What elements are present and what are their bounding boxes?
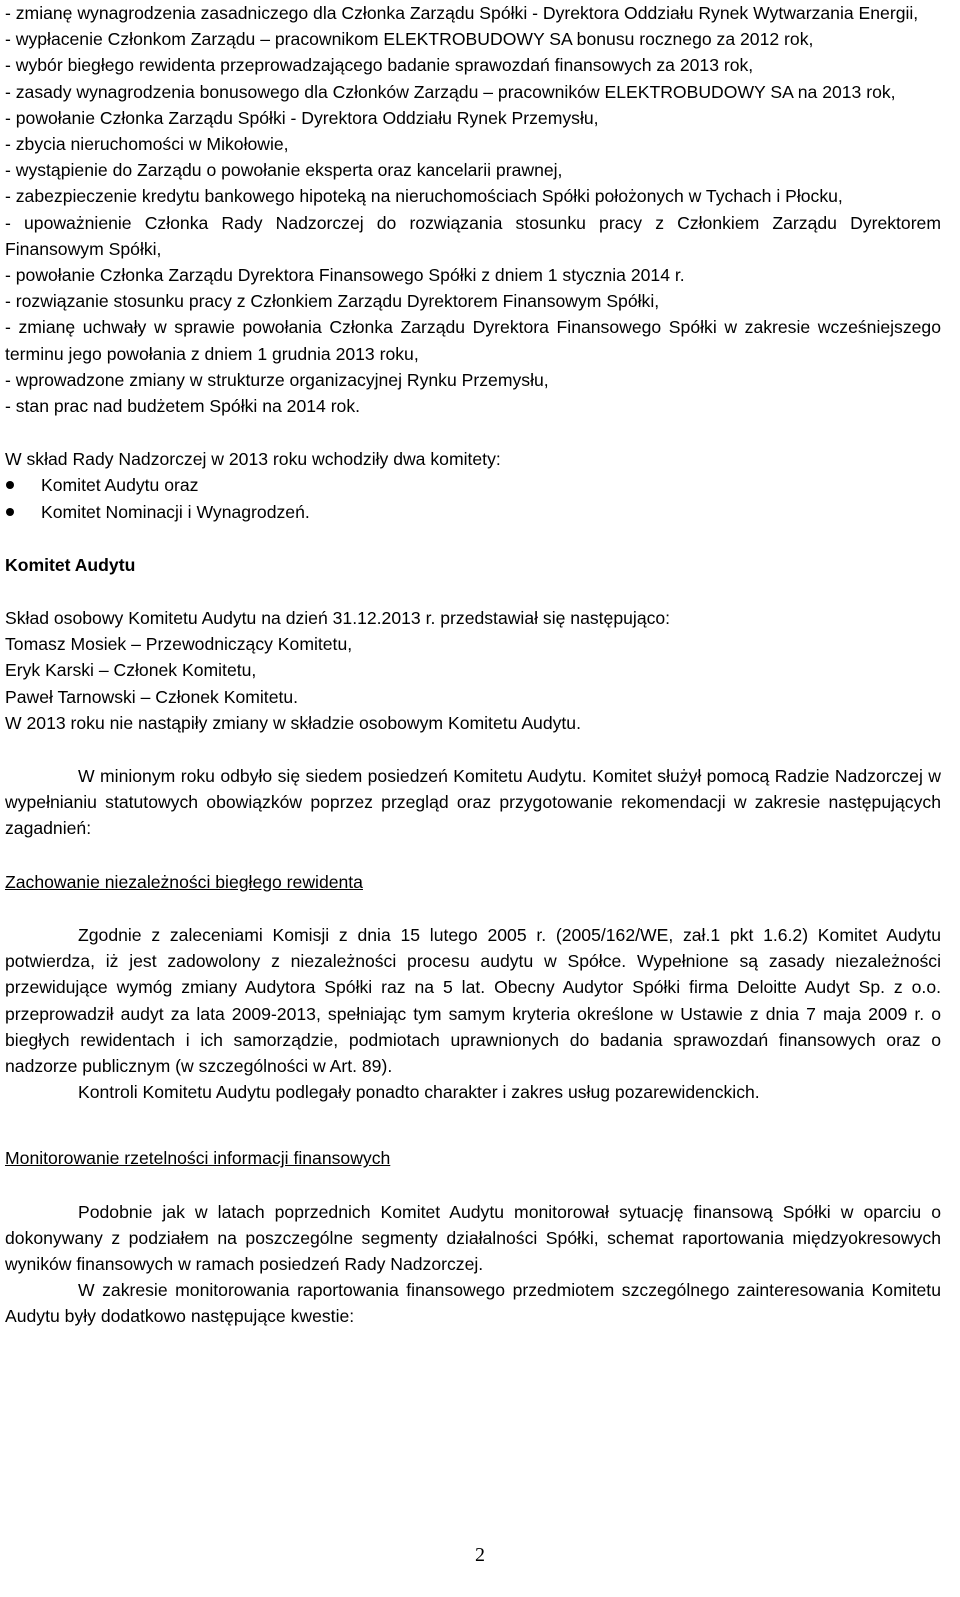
committee-label: Komitet Nominacji i Wynagrodzeń. bbox=[41, 501, 310, 522]
committee-item bbox=[5, 472, 941, 498]
page-number: 2 bbox=[475, 1544, 485, 1566]
resolution-item: - wypłacenie Członkom Zarządu – pracownikom ELEKTROBUDOWY SA bonusu rocznego za 2012 rok, bbox=[5, 29, 814, 50]
resolutions-list bbox=[5, 0, 941, 419]
bullet-icon bbox=[6, 508, 14, 516]
committee-member: Tomasz Mosiek – Przewodniczący Komitetu, bbox=[5, 634, 353, 655]
committees-intro: W skład Rady Nadzorczej w 2013 roku wchodziły dwa komitety: bbox=[5, 449, 501, 470]
monitoring-paragraph: Podobnie jak w latach poprzednich Komitet Audytu monitorował sytuację finansową Spółki w oparciu o dokonywany z podziałem na poszczególne segmenty działalności Spółki, schemat raportowania międzyokresowych wyników finansowych w ramach posiedzeń Rady Nadzorczej. bbox=[5, 1201, 941, 1274]
monitoring-section bbox=[5, 1199, 941, 1330]
committee-item bbox=[5, 499, 941, 525]
committee-member: Eryk Karski – Członek Komitetu, bbox=[5, 660, 257, 681]
resolution-item: - zmianę wynagrodzenia zasadniczego dla Członka Zarządu Spółki - Dyrektora Oddziału Rynek Wytwarzania Energii, bbox=[5, 3, 919, 23]
resolution-item: - zabezpieczenie kredytu bankowego hipoteką na nieruchomościach Spółki położonych w Tychach i Płocku, bbox=[5, 186, 843, 207]
committee-composition bbox=[5, 605, 941, 736]
independence-heading: Zachowanie niezależności biegłego rewidenta bbox=[5, 871, 363, 892]
resolution-item: - wprowadzone zmiany w strukturze organizacyjnej Rynku Przemysłu, bbox=[5, 369, 549, 390]
resolution-item: - powołanie Członka Zarządu Spółki - Dyrektora Oddziału Rynek Przemysłu, bbox=[5, 107, 599, 128]
independence-paragraph: Zgodnie z zaleceniami Komisji z dnia 15 lutego 2005 r. (2005/162/WE, zał.1 pkt 1.6.2) Komitet Audytu potwierdza, iż jest zadowolony z niezależności procesu audytu w Spółce. Wypełnione są zasady niezależności przewidujące wymóg zmiany Audytora Spółki raz na 5 lat. Obecny Audytor Spółki firma Deloitte Audyt Sp. z o.o. przeprowadził audyt za lata 2009-2013, spełniając tym samym kryteria określone w Ustawie z dnia 7 maja 2009 r. o biegłych rewidentach i ich samorządzie, podmiotach uprawnionych do badania sprawozdań finansowych oraz o nadzorze publicznym (w szczególności w Art. 89). bbox=[5, 924, 941, 1076]
bullet-icon bbox=[6, 481, 14, 489]
resolution-item: - zasady wynagrodzenia bonusowego dla Członków Zarządu – pracowników ELEKTROBUDOWY SA na 2013 rok, bbox=[5, 81, 896, 102]
resolution-item: - zmianę uchwały w sprawie powołania Członka Zarządu Dyrektora Finansowego Spółki w zakresie wcześniejszego terminu jego powołania z dniem 1 grudnia 2013 roku, bbox=[5, 317, 941, 364]
committees-list bbox=[5, 472, 941, 524]
independence-section bbox=[5, 922, 941, 1105]
audit-committee-heading: Komitet Audytu bbox=[5, 554, 136, 575]
resolution-item: - upoważnienie Członka Rady Nadzorczej do rozwiązania stosunku pracy z Członkiem Zarządu Dyrektorem Finansowym Spółki, bbox=[5, 212, 941, 259]
composition-note: W 2013 roku nie nastąpiły zmiany w składzie osobowym Komitetu Audytu. bbox=[5, 712, 581, 733]
committee-label: Komitet Audytu oraz bbox=[41, 475, 199, 496]
resolution-item: - powołanie Członka Zarządu Dyrektora Finansowego Spółki z dniem 1 stycznia 2014 r. bbox=[5, 265, 685, 286]
committee-member: Paweł Tarnowski – Członek Komitetu. bbox=[5, 686, 299, 707]
composition-intro: Skład osobowy Komitetu Audytu na dzień 31.12.2013 r. przedstawiał się następująco: bbox=[5, 608, 671, 629]
monitoring-paragraph: W zakresie monitorowania raportowania finansowego przedmiotem szczególnego zainteresowania Komitetu Audytu były dodatkowo następujące kwestie: bbox=[5, 1280, 941, 1327]
meetings-paragraph: W minionym roku odbyło się siedem posiedzeń Komitetu Audytu. Komitet służył pomocą Radzie Nadzorczej w wypełnianiu statutowych obowiązków poprzez przegląd oraz przygotowanie rekomendacji w zakresie następujących zagadnień: bbox=[5, 766, 941, 839]
resolution-item: - zbycia nieruchomości w Mikołowie, bbox=[5, 134, 289, 155]
document-page bbox=[5, 0, 941, 1330]
resolution-item: - rozwiązanie stosunku pracy z Członkiem Zarządu Dyrektorem Finansowym Spółki, bbox=[5, 291, 660, 312]
resolution-item: - stan prac nad budżetem Spółki na 2014 rok. bbox=[5, 396, 361, 417]
resolution-item: - wystąpienie do Zarządu o powołanie eksperta oraz kancelarii prawnej, bbox=[5, 160, 563, 181]
independence-paragraph: Kontroli Komitetu Audytu podlegały ponadto charakter i zakres usług pozarewidenckich. bbox=[78, 1082, 760, 1103]
monitoring-heading: Monitorowanie rzetelności informacji finansowych bbox=[5, 1148, 391, 1169]
resolution-item: - wybór biegłego rewidenta przeprowadzającego badanie sprawozdań finansowych za 2013 rok, bbox=[5, 55, 754, 76]
